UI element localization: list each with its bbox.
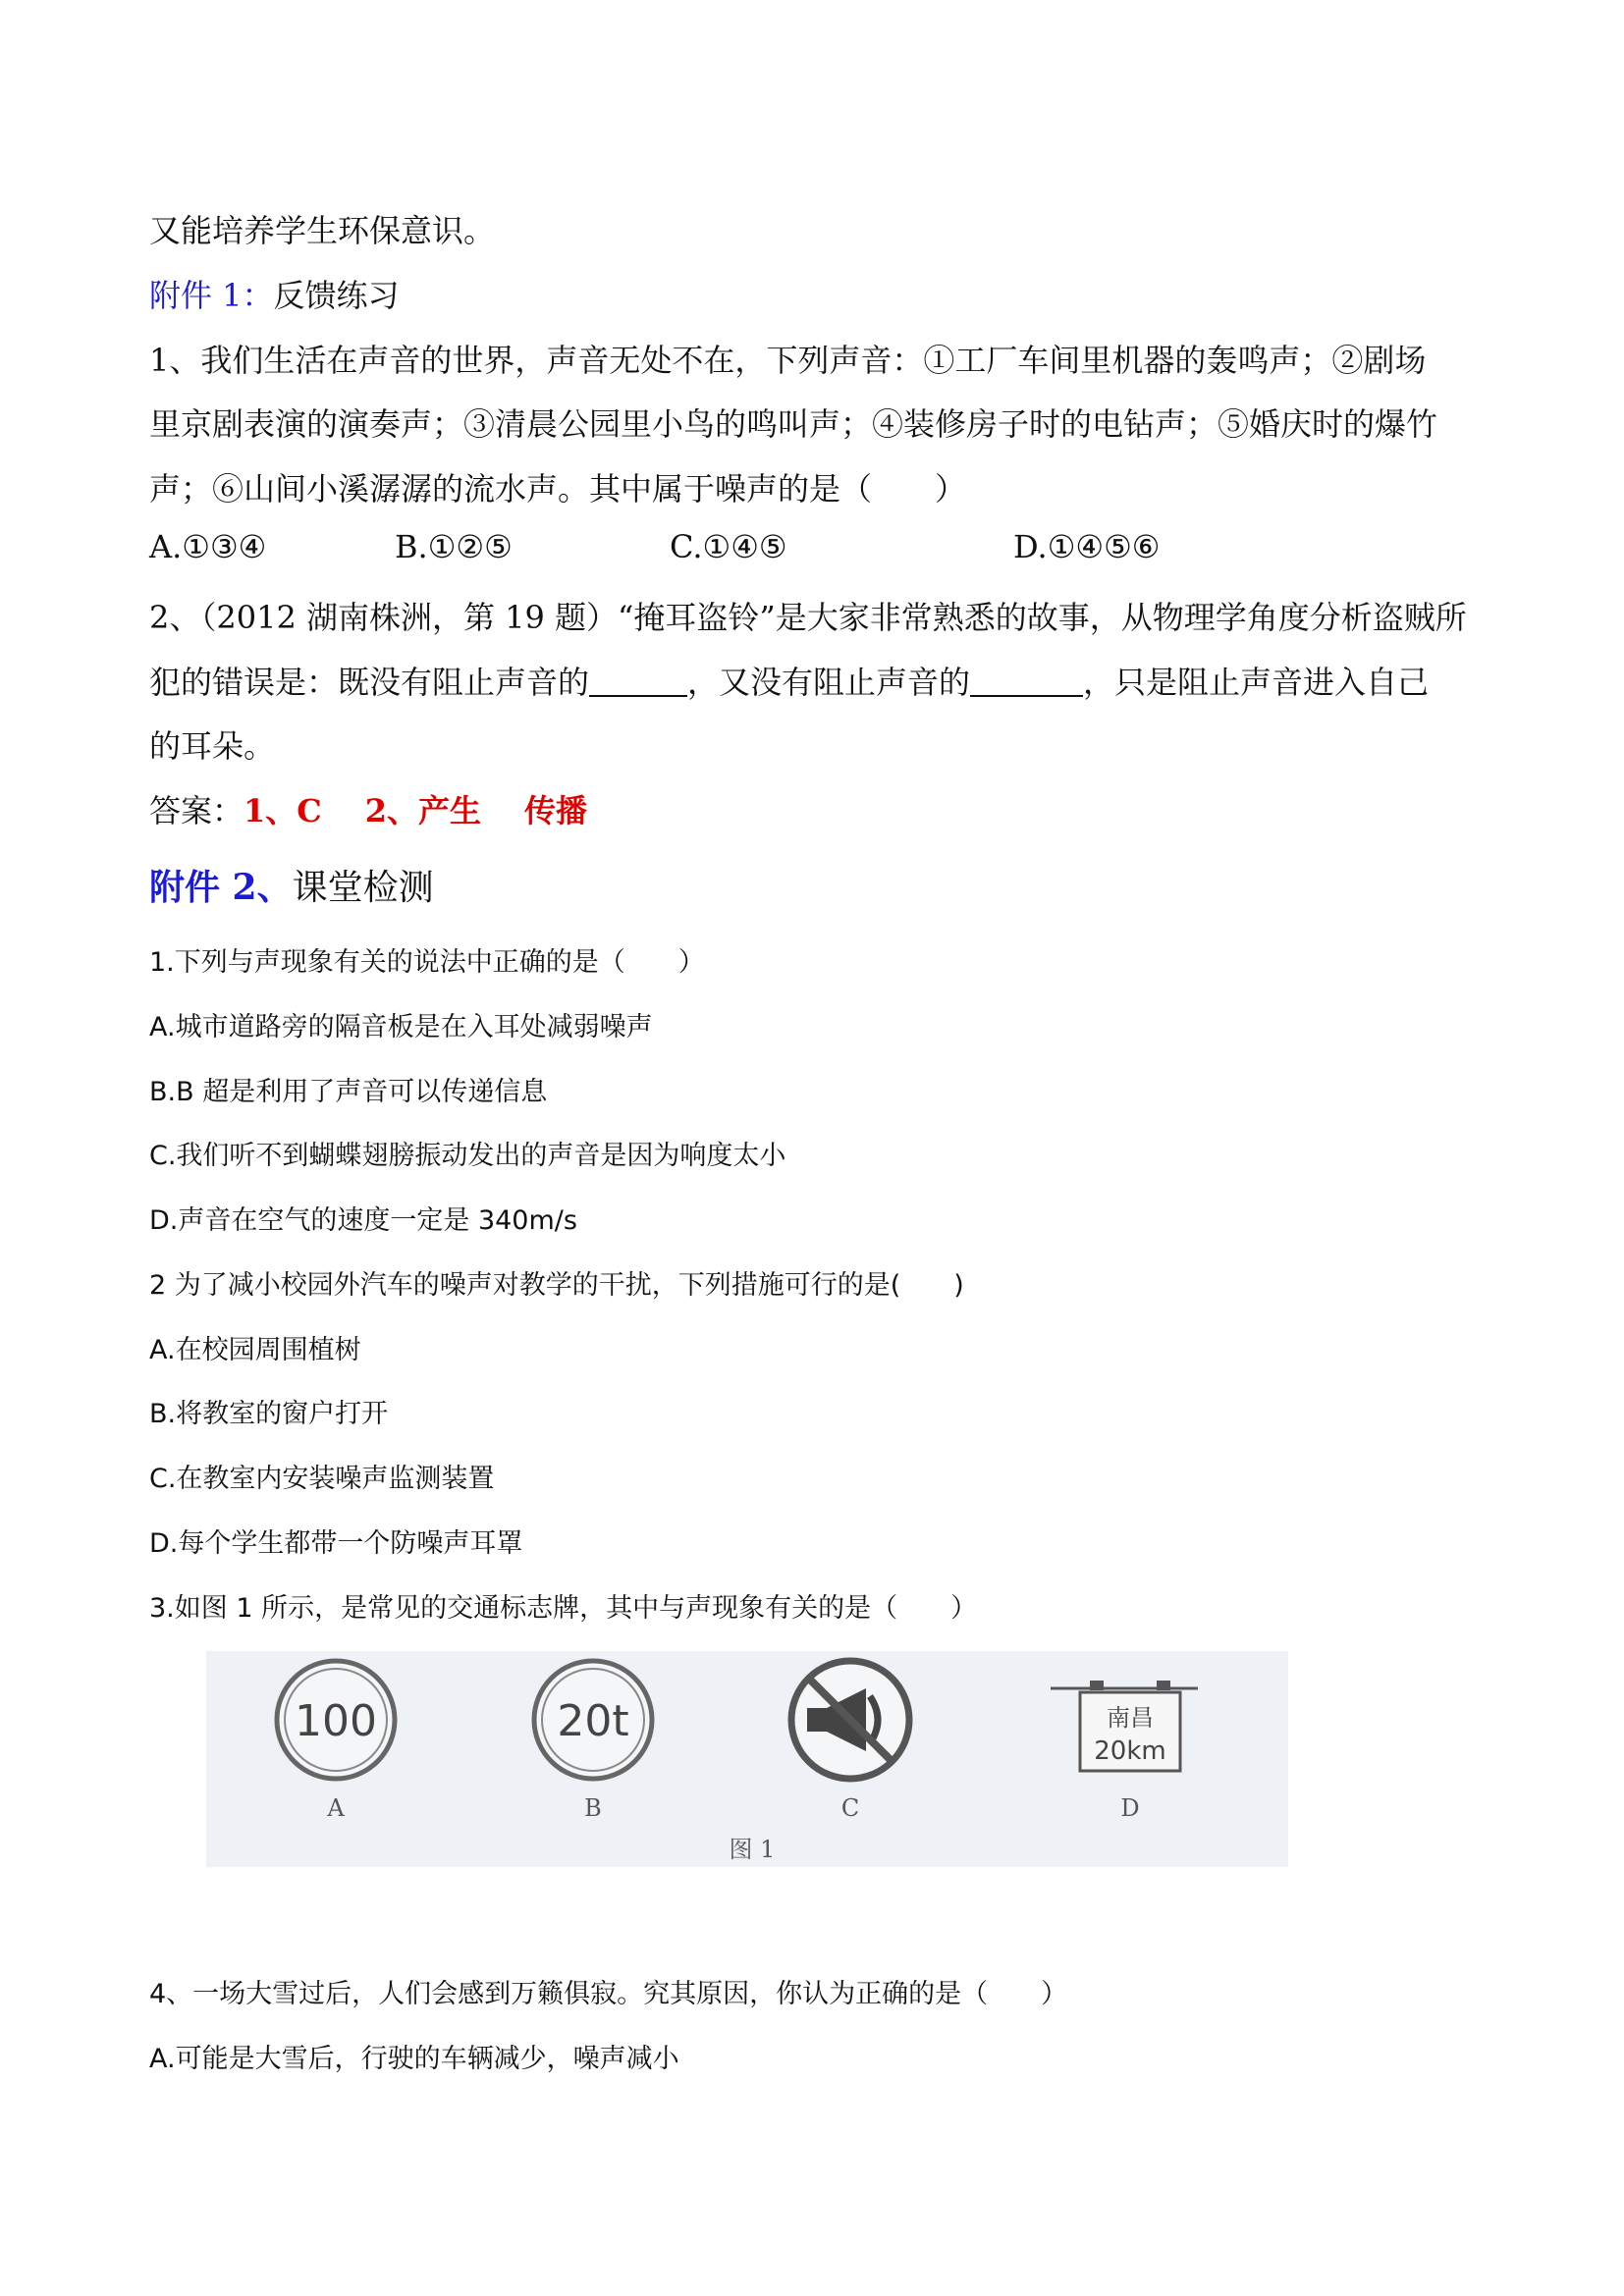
speed-limit-sign [277,1661,395,1779]
distance-sign [1051,1681,1198,1771]
attach2-heading-prefix: 附件 2、 [149,867,293,908]
attach1-q2-line3: 的耳朵。 [149,727,276,765]
sign-label-b: B [584,1794,602,1822]
attach1-q2-line2 [149,658,1429,703]
attach2-q1-option-b: B.B 超是利用了声音可以传递信息 [149,1077,548,1107]
attach2-q2-option-d: D.每个学生都带一个防噪声耳罩 [149,1528,523,1559]
attach1-q1-line1: 1、我们生活在声音的世界，声音无处不在，下列声音：①工厂车间里机器的轰鸣声；②剧场 [149,342,1427,379]
sign-a-text: 100 [295,1696,377,1746]
attach2-q2-stem: 2 为了减小校园外汽车的噪声对教学的干扰，下列措施可行的是( ) [149,1270,964,1301]
q2-line2-part-b: ，又没有阻止声音的 [687,664,971,701]
sign-d-line1: 南昌 [1107,1704,1154,1732]
attach2-q1-option-a: A.城市道路旁的隔音板是在入耳处减弱噪声 [149,1012,653,1042]
intro-line: 又能培养学生环保意识。 [149,212,496,249]
traffic-signs-figure [206,1651,1288,1867]
attach1-q1-line3: 声；⑥山间小溪潺潺的流水声。其中属于噪声的是（ ） [149,470,967,507]
answer-1: 1、C [244,792,322,829]
attach2-q2-option-a: A.在校园周围植树 [149,1335,361,1365]
attach1-heading-prefix: 附件 1： [149,277,274,314]
attach1-q2-line1: 2、（2012 湖南株洲，第 19 题）“掩耳盗铃”是大家非常熟悉的故事，从物理学角度分析盗贼所 [149,599,1467,636]
attach2-q1-option-c: C.我们听不到蝴蝶翅膀振动发出的声音是因为响度太小 [149,1141,786,1171]
option-a: A.①③④ [149,528,267,565]
sign-label-c: C [840,1794,860,1822]
option-d: D.①④⑤⑥ [1013,528,1161,565]
option-b: B.①②⑤ [395,528,513,565]
attach2-heading-text: 课堂检测 [292,868,434,908]
traffic-signs-svg [206,1651,1288,1867]
attach2-q3-stem: 3.如图 1 所示，是常见的交通标志牌，其中与声现象有关的是（ ） [149,1593,978,1624]
option-c: C.①④⑤ [670,528,787,565]
sign-label-d: D [1120,1794,1140,1822]
answer-label: 答案： [149,792,244,829]
attach1-heading [149,271,400,316]
attach2-q2-option-b: B.将教室的窗户打开 [149,1399,389,1429]
weight-limit-sign [534,1661,652,1779]
attach2-q1-option-d: D.声音在空气的速度一定是 340m/s [149,1205,577,1236]
attach1-heading-text: 反馈练习 [273,277,400,314]
q2-line2-part-c: ，只是阻止声音进入自己 [1083,664,1430,701]
answer-3: 传播 [524,792,588,829]
attach1-q1-line2: 里京剧表演的演奏声；③清晨公园里小鸟的鸣叫声；④装修房子时的电钻声；⑤婚庆时的爆竹 [149,405,1438,443]
no-horn-sign [791,1661,909,1779]
answer-line [149,786,587,831]
attach2-q4-option-a: A.可能是大雪后，行驶的车辆减少，噪声减小 [149,2044,679,2074]
attach2-q4-stem: 4、一场大雪过后，人们会感到万籁俱寂。究其原因，你认为正确的是（ ） [149,1979,1068,2009]
figure-caption: 图 1 [729,1836,776,1863]
sign-label-a: A [327,1794,345,1822]
attach2-q2-option-c: C.在教室内安装噪声监测装置 [149,1464,495,1494]
sign-b-text: 20t [557,1696,629,1746]
blank-1 [589,666,687,697]
attach2-heading [149,860,434,910]
answer-2: 2、产生 [364,792,482,829]
sign-d-line2: 20km [1094,1736,1166,1766]
q2-line2-part-a: 犯的错误是：既没有阻止声音的 [149,664,590,701]
blank-2 [970,666,1083,697]
attach2-q1-stem: 1.下列与声现象有关的说法中正确的是（ ） [149,947,705,978]
